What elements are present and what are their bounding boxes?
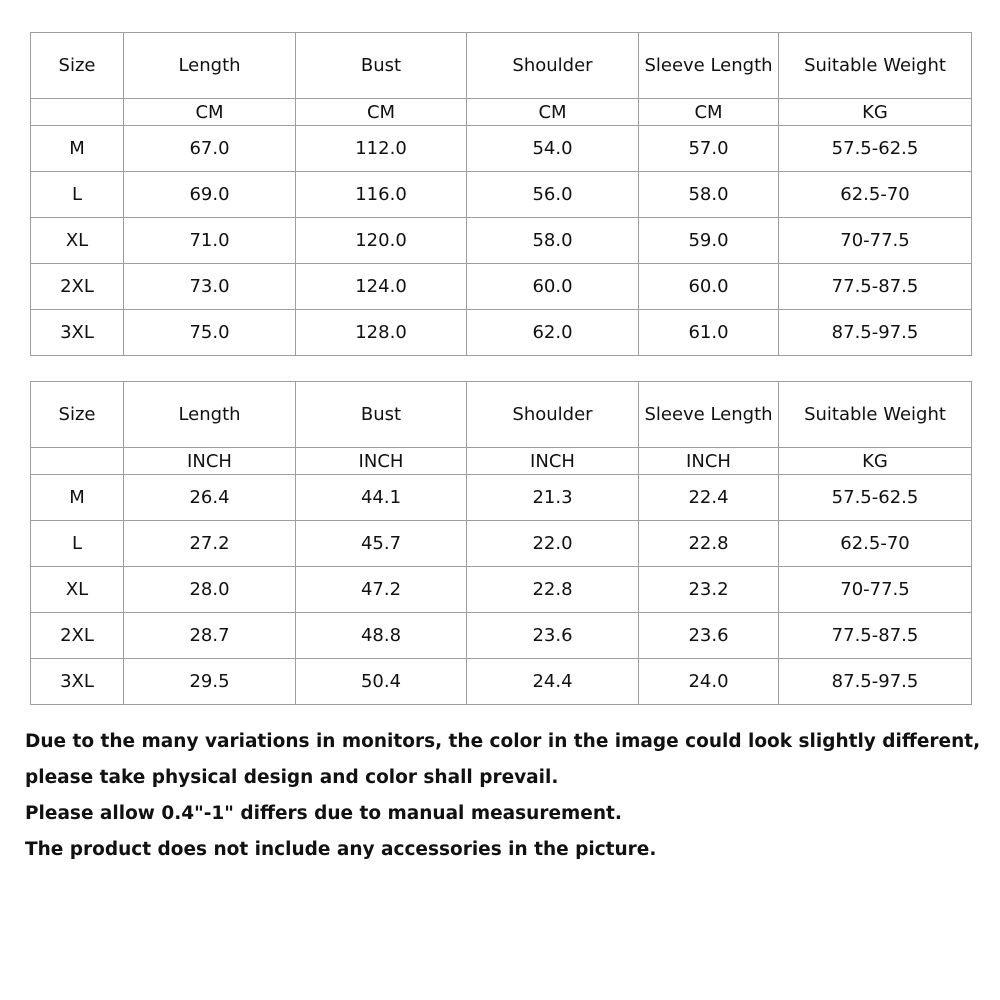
value-cell: 29.5: [124, 659, 296, 705]
value-cell: 22.8: [467, 567, 639, 613]
value-cell: 58.0: [467, 218, 639, 264]
value-cell: 77.5-87.5: [779, 613, 972, 659]
column-header: Bust: [296, 382, 467, 448]
size-cell: XL: [31, 218, 124, 264]
value-cell: 23.2: [639, 567, 779, 613]
size-cell: 3XL: [31, 310, 124, 356]
note-line: Due to the many variations in monitors, the color in the image could look slightly different,: [25, 731, 981, 752]
value-cell: 57.5-62.5: [779, 126, 972, 172]
value-cell: 22.8: [639, 521, 779, 567]
column-header: Size: [31, 33, 124, 99]
size-cell: 2XL: [31, 613, 124, 659]
value-cell: 22.4: [639, 475, 779, 521]
value-cell: 62.5-70: [779, 172, 972, 218]
value-cell: 57.5-62.5: [779, 475, 972, 521]
size-table-cm: [30, 32, 972, 356]
unit-cell: CM: [296, 99, 467, 126]
column-header: Sleeve Length: [639, 33, 779, 99]
value-cell: 71.0: [124, 218, 296, 264]
size-cell: 2XL: [31, 264, 124, 310]
column-header: Size: [31, 382, 124, 448]
value-cell: 70-77.5: [779, 218, 972, 264]
value-cell: 77.5-87.5: [779, 264, 972, 310]
value-cell: 70-77.5: [779, 567, 972, 613]
size-cell: L: [31, 521, 124, 567]
header-row: [31, 33, 972, 99]
unit-cell: INCH: [639, 448, 779, 475]
table-row: [31, 264, 972, 310]
header-row: [31, 382, 972, 448]
unit-row: [31, 448, 972, 475]
value-cell: 62.5-70: [779, 521, 972, 567]
value-cell: 44.1: [296, 475, 467, 521]
value-cell: 26.4: [124, 475, 296, 521]
unit-cell: [31, 99, 124, 126]
value-cell: 50.4: [296, 659, 467, 705]
unit-cell: CM: [639, 99, 779, 126]
size-table-inch-body: [31, 382, 972, 705]
table-row: [31, 310, 972, 356]
value-cell: 62.0: [467, 310, 639, 356]
value-cell: 56.0: [467, 172, 639, 218]
column-header: Suitable Weight: [779, 33, 972, 99]
note-line: Please allow 0.4"-1" differs due to manual measurement.: [25, 803, 622, 824]
value-cell: 59.0: [639, 218, 779, 264]
value-cell: 23.6: [639, 613, 779, 659]
value-cell: 48.8: [296, 613, 467, 659]
note-line: please take physical design and color shall prevail.: [25, 767, 559, 788]
value-cell: 73.0: [124, 264, 296, 310]
table-row: [31, 659, 972, 705]
unit-cell: INCH: [296, 448, 467, 475]
value-cell: 24.0: [639, 659, 779, 705]
size-cell: M: [31, 126, 124, 172]
unit-cell: INCH: [124, 448, 296, 475]
size-cell: M: [31, 475, 124, 521]
value-cell: 67.0: [124, 126, 296, 172]
size-cell: XL: [31, 567, 124, 613]
value-cell: 27.2: [124, 521, 296, 567]
unit-cell: KG: [779, 99, 972, 126]
table-row: [31, 475, 972, 521]
table-row: [31, 218, 972, 264]
note-line: The product does not include any accessories in the picture.: [25, 839, 657, 860]
value-cell: 75.0: [124, 310, 296, 356]
value-cell: 45.7: [296, 521, 467, 567]
value-cell: 87.5-97.5: [779, 659, 972, 705]
value-cell: 58.0: [639, 172, 779, 218]
unit-cell: KG: [779, 448, 972, 475]
table-row: [31, 567, 972, 613]
value-cell: 87.5-97.5: [779, 310, 972, 356]
table-row: [31, 521, 972, 567]
table-row: [31, 126, 972, 172]
value-cell: 120.0: [296, 218, 467, 264]
column-header: Bust: [296, 33, 467, 99]
value-cell: 128.0: [296, 310, 467, 356]
value-cell: 22.0: [467, 521, 639, 567]
column-header: Sleeve Length: [639, 382, 779, 448]
value-cell: 21.3: [467, 475, 639, 521]
column-header: Shoulder: [467, 382, 639, 448]
value-cell: 61.0: [639, 310, 779, 356]
unit-cell: CM: [124, 99, 296, 126]
value-cell: 54.0: [467, 126, 639, 172]
value-cell: 60.0: [639, 264, 779, 310]
size-table-inch: [30, 381, 972, 705]
value-cell: 69.0: [124, 172, 296, 218]
value-cell: 24.4: [467, 659, 639, 705]
size-cell: 3XL: [31, 659, 124, 705]
unit-cell: INCH: [467, 448, 639, 475]
disclaimer-notes: [25, 724, 985, 868]
value-cell: 112.0: [296, 126, 467, 172]
value-cell: 116.0: [296, 172, 467, 218]
table-row: [31, 613, 972, 659]
value-cell: 28.7: [124, 613, 296, 659]
size-cell: L: [31, 172, 124, 218]
column-header: Suitable Weight: [779, 382, 972, 448]
size-table-cm-body: [31, 33, 972, 356]
column-header: Length: [124, 382, 296, 448]
table-row: [31, 172, 972, 218]
value-cell: 57.0: [639, 126, 779, 172]
value-cell: 60.0: [467, 264, 639, 310]
unit-cell: [31, 448, 124, 475]
value-cell: 28.0: [124, 567, 296, 613]
column-header: Shoulder: [467, 33, 639, 99]
value-cell: 124.0: [296, 264, 467, 310]
value-cell: 23.6: [467, 613, 639, 659]
unit-cell: CM: [467, 99, 639, 126]
column-header: Length: [124, 33, 296, 99]
value-cell: 47.2: [296, 567, 467, 613]
unit-row: [31, 99, 972, 126]
